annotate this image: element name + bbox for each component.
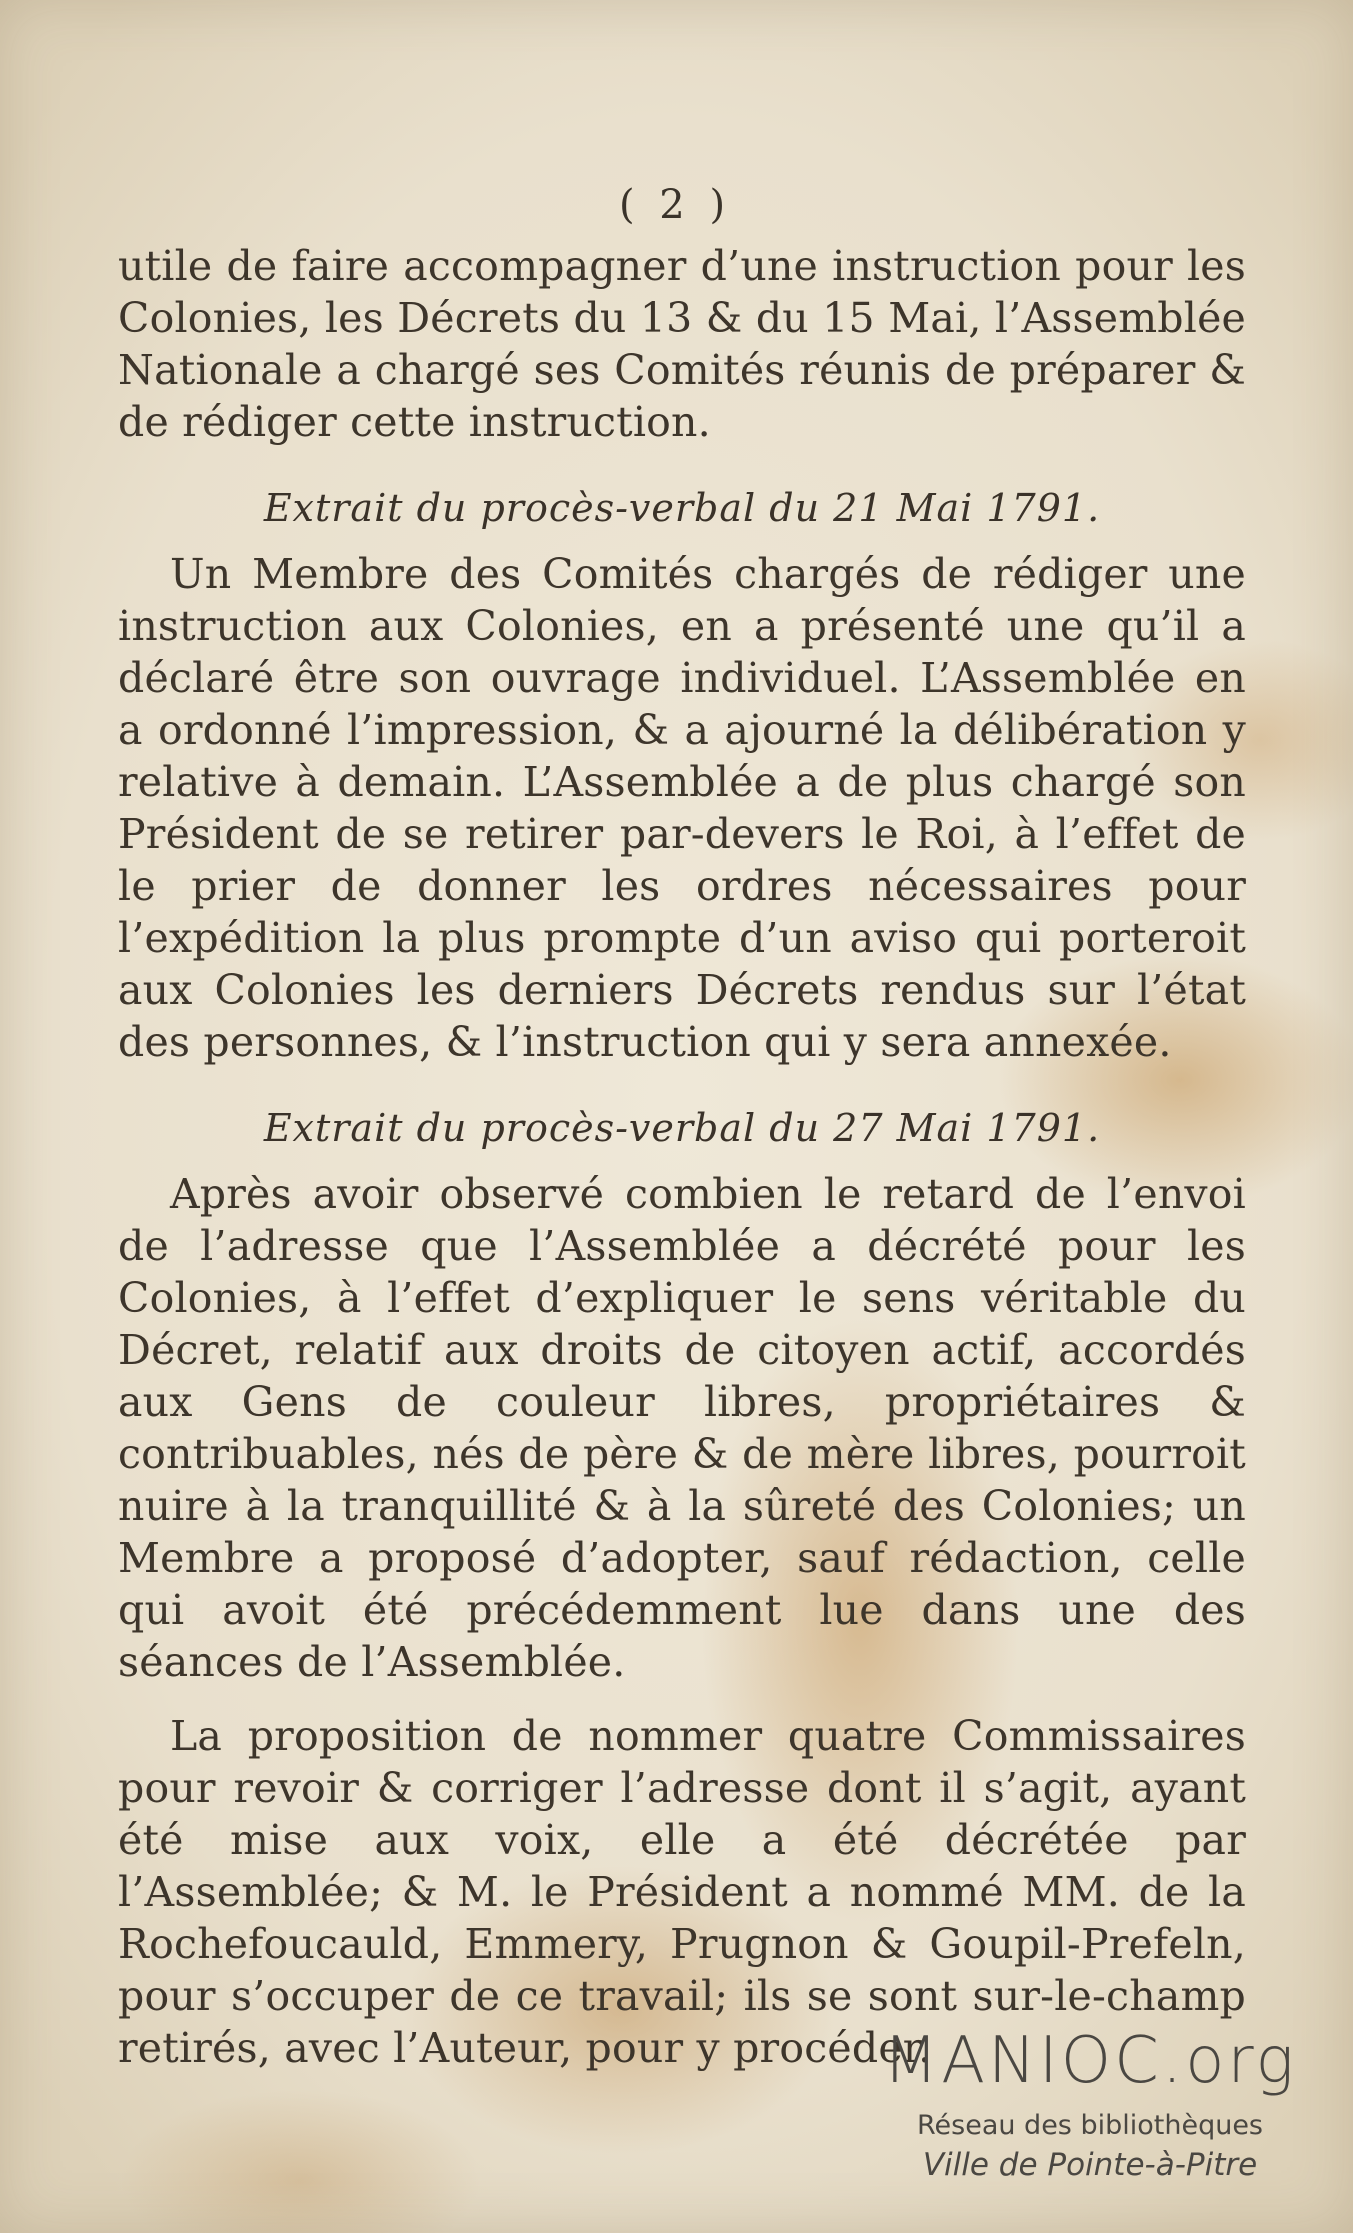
manioc-watermark (860, 2025, 1320, 2185)
paragraph-21-mai: Un Membre des Comités chargés de rédiger une instruction aux Colonies, en a présenté une qu’il a déclaré être son ouvrage individuel. L’Assemblée en a ordonné l’impression, & a ajourné la délibération y relative à demain. L’Assemblée a de plus chargé son Président de se retirer par-devers le Roi, à l’effet de le prier de donner les ordres nécessaires pour l’expédition la plus prompte d’un aviso qui porteroit aux Colonies les derniers Décrets rendus sur l’état des personnes, & l’instruction qui y sera annexée. (118, 550, 1246, 1066)
extract-heading-21-mai: Extrait du procès-verbal du 21 Mai 1791. (263, 486, 1101, 530)
paragraph-27-mai: Après avoir observé combien le retard de l’envoi de l’adresse que l’Assemblée a décrété pour les Colonies, à l’effet d’expliquer le sens véritable du Décret, relatif aux droits de citoyen actif, accordés aux Gens de couleur libres, propriétaires & contribuables, nés de père & de mère libres, pourroit nuire à la tranquillité & à la sûreté des Colonies; un Membre a proposé d’adopter, sauf rédaction, celle qui avoit été précédemment lue dans une des séances de l’Assemblée. (118, 1170, 1246, 1686)
extract-heading-27-mai: Extrait du procès-verbal du 27 Mai 1791. (263, 1106, 1101, 1150)
page-number: ( 2 ) (618, 182, 732, 228)
paragraph-continuation: utile de faire accompagner d’une instruction pour les Colonies, les Décrets du 13 & du 15 Mai, l’Assemblée Nationale a chargé ses Comités réunis de préparer & de rédiger cette instruction. (118, 242, 1246, 446)
watermark-city-label: Ville de Pointe-à-Pitre (922, 2147, 1258, 2183)
manioc-logo: MANIOC.org (883, 2024, 1297, 2098)
watermark-network-label: Réseau des bibliothèques (916, 2110, 1264, 2141)
document-body (118, 240, 1246, 2074)
paragraph-commissaires: La proposition de nommer quatre Commissaires pour revoir & corriger l’adresse dont il s’agit, ayant été mise aux voix, elle a été décrétée par l’Assemblée; & M. le Président a nommé MM. de la Rochefoucauld, Emmery, Prugnon & Goupil-Prefeln, pour s’occuper de ce travail; ils se sont sur-le-champ retirés, avec l’Auteur, pour y procéder. (118, 1712, 1246, 2072)
